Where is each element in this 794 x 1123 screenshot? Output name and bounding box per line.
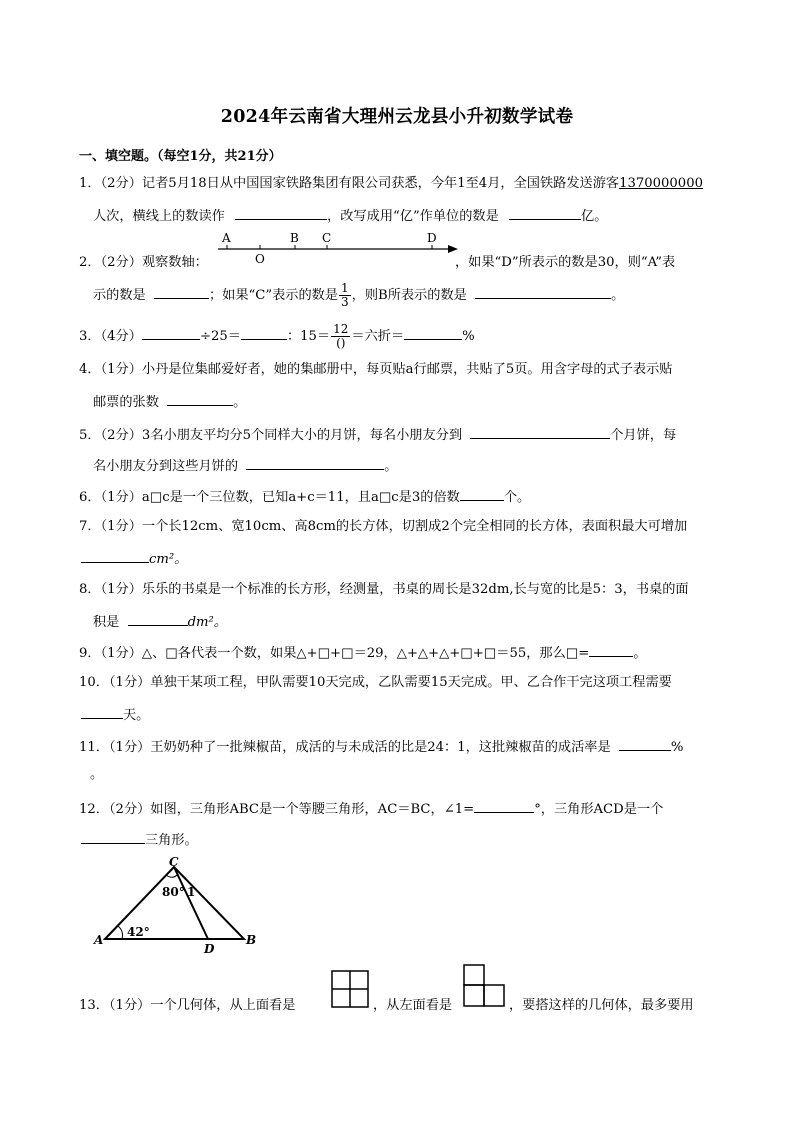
section-heading: 一、填空题。（每空1分，共21分） [79,149,282,164]
q5-blank-1[interactable] [470,425,610,439]
question-4-line-2: 邮票的张数 。 [93,392,246,412]
question-13-line-1c: ，要搭这样的几何体，最多要用 [509,998,694,1013]
q3-blank-1[interactable] [142,326,200,340]
fraction-one-third: $\frac{1}{3}$ [341,281,349,309]
question-1-line-2: 人次，横线上的数读作 ，改写成用“亿”作单位的数是 亿。 [93,206,607,226]
angle-42-label: 42° [127,925,150,939]
question-7-line-2: cm²。 [81,549,187,569]
question-10-line-1: 10．（1分）单独干某项工程，甲队需要10天完成，乙队需要15天完成。甲、乙合作干完这项工程需要 [79,675,672,690]
q7-blank[interactable] [81,549,149,563]
question-11-line-2: 。 [90,767,104,782]
question-8-line-1: 8．（1分）乐乐的书桌是一个标准的长方形，经测量，书桌的周长是32dm,长与宽的比是5：3，书桌的面 [79,582,689,597]
question-1-line-1: 1．（2分）记者5月18日从中国国家铁路集团有限公司获悉，今年1至4月，全国铁路发送游客1370000000 [79,176,703,191]
q3-blank-3[interactable] [404,326,462,340]
question-11-line-1: 11．（1分）王奶奶种了一批辣椒苗，成活的与未成活的比是24：1，这批辣椒苗的成活率是 % [79,737,683,757]
vertex-c: C [169,855,179,869]
axis-label-d: D [427,231,437,245]
left-view-icon [463,964,507,1012]
axis-label-o: O [255,252,265,266]
question-4-line-1: 4．（1分）小丹是位集邮爱好者，她的集邮册中，每页贴a行邮票，共贴了5页。用含字母的式子表示贴 [79,362,673,377]
question-10-line-2: 天。 [81,705,149,725]
q4-blank[interactable] [167,392,233,406]
question-8-line-2: 积是 dm²。 [93,612,227,632]
q8-blank[interactable] [128,612,188,626]
question-7-line-1: 7．（1分）一个长12cm、宽10cm、高8cm的长方体，切割成2个完全相同的长方体，表面积最大可增加 [79,519,688,534]
question-5-line-2: 名小朋友分到这些月饼的 。 [93,456,397,476]
top-view-icon [331,970,371,1012]
question-6: 6．（1分）a□c是一个三位数，已知a+c＝11，且a□c是3的倍数 个。 [79,487,530,507]
question-9: 9．（1分）△、□各代表一个数，如果△+□+□＝29，△+△+△+□+□＝55，那么□= 。 [79,643,647,663]
question-2-line-2: 示的数是 ；如果“C”表示的数是 $\frac{1}{3}$ ，则B所表示的数是 。 [93,281,625,309]
q2-blank-1[interactable] [154,285,209,299]
q1-blank-2[interactable] [509,206,581,220]
axis-label-c: C [322,231,332,245]
q9-blank[interactable] [589,643,633,657]
question-2-line-1b: ，如果“D”所表示的数是30，则“A”表 [455,255,676,270]
angle-80-label: 80° [162,885,185,899]
vertex-b: B [246,933,257,947]
q5-blank-2[interactable] [246,456,384,470]
question-5-line-1: 5．（2分）3名小朋友平均分5个同样大小的月饼，每名小朋友分到 个月饼，每 [79,425,676,445]
question-3: 3．（4分） ÷25＝ ：15＝ $\frac{12}{()}$ ＝六折＝ % [79,322,475,350]
question-2-line-1a: 2．（2分）观察数轴： [79,255,208,270]
axis-label-a: A [222,231,231,245]
point-d: D [204,942,215,956]
q12-blank-1[interactable] [474,799,534,813]
triangle-figure [92,852,262,956]
q6-blank[interactable] [460,487,504,501]
number-line-figure [212,230,462,266]
question-13-line-1b: ，从左面看是 [373,998,453,1013]
q3-blank-2[interactable] [241,326,287,340]
question-12-line-2: 三角形。 [81,830,198,850]
question-13-line-1a: 13．（1分）一个几何体，从上面看是 [79,998,296,1013]
question-12-line-1: 12．（2分）如图，三角形ABC是一个等腰三角形，AC＝BC，∠1= °，三角形ACD是一个 [79,799,663,819]
page-title: 2024年云南省大理州云龙县小升初数学试卷 [220,107,574,127]
q1-number: 1370000000 [619,176,703,191]
q11-blank[interactable] [619,737,671,751]
fraction-12-blank: $\frac{12}{()}$ [333,322,349,350]
q2-blank-2[interactable] [475,285,611,299]
angle-1-label: 1 [187,885,196,899]
axis-label-b: B [290,231,299,245]
q1-blank-1[interactable] [235,206,327,220]
vertex-a: A [94,933,104,947]
q12-blank-2[interactable] [81,830,145,844]
q10-blank[interactable] [81,705,123,719]
